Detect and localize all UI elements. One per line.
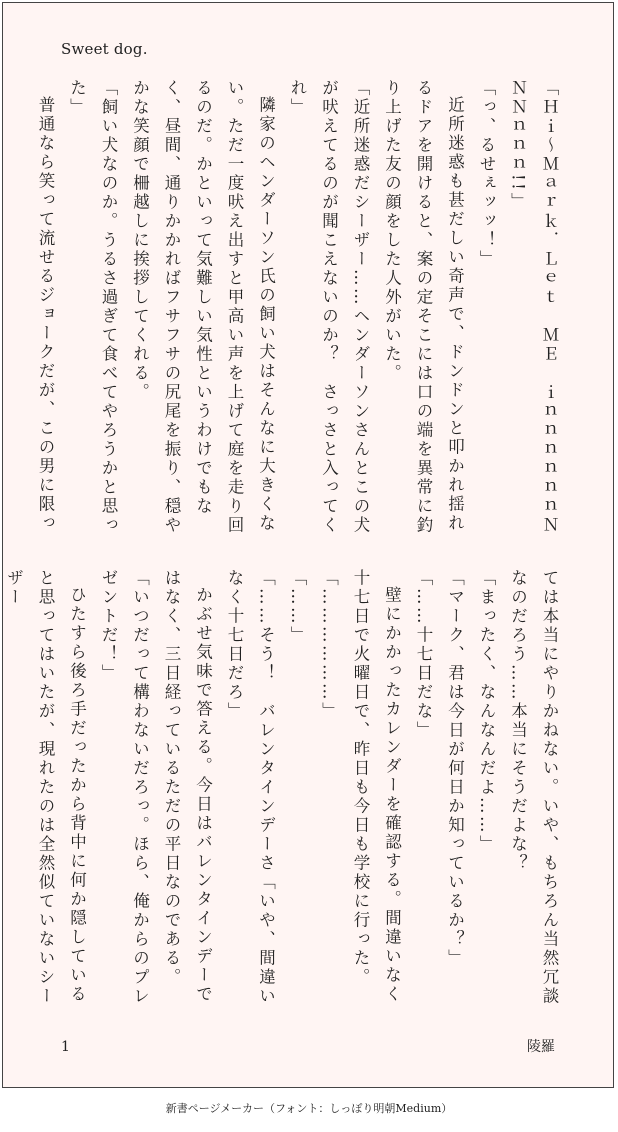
paragraph: ひたすら後ろ手だったから背中に何か隠していると思ってはいたが、現れたのは全然似ていないシーザー [4,569,87,1006]
paragraph: 「っ、るせぇッッ！」 [477,79,496,269]
author-name: 陵羅 [527,1039,555,1055]
book-page [2,2,614,1088]
paragraph: 普通なら笑って流せるジョークだが、この男に限っ [36,95,55,533]
paragraph: 「……そう！ バレンタインデーさ「いや、間違いなく十七日だろ」 [225,569,276,1006]
paragraph: 「まったく、なんなんだよ……」 [477,569,496,854]
footer-caption: 新書ページメーカー（フォント：しっぽり明朝Medium） [165,1102,453,1115]
paragraph: 壁にかかったカレンダーを確認する。間違いなく十七日で火曜日で、昨日も今日も学校に行った。 [351,569,402,1004]
paragraph: 「マーク、君は今日が何日か知っているか？」 [445,569,465,968]
page-title: Sweet dog. [61,40,148,58]
paragraph: 近所迷惑も甚だしい奇声で、ドンドンと叩かれ揺れるドアを開けると、案の定そこには口の端を異常に釣り上げた友の顔をした人外がいた。 [382,79,465,535]
paragraph: 「近所迷惑だシーザー……ヘンダーソンさんとこの犬が吠えてるのが聞こえないのか？ さっさと入ってくれ」 [288,79,370,535]
paragraph: 「……」 [288,569,307,645]
lower-text-column [4,569,565,1009]
upper-text-column [36,79,565,539]
paragraph: かぶせ気味で答える。今日はバレンタインデーではなく、三日経っているただの平日なのである。 [162,569,213,1004]
paragraph: 「………………」 [319,569,339,721]
paragraph: 「いつだって構わないだろっ。ほら、俺からのプレゼントだ！」 [99,569,150,1006]
paragraph: ては本当にやりかねない。いや、もちろん当然冗談なのだろう……本当にそうだよな？ [508,569,559,1006]
paragraph: 「飼い犬なのか。うるさ過ぎて食べてやろうかと思った」 [67,79,118,535]
paragraph: 「……十七日だな」 [414,569,433,740]
page-number: 1 [61,1039,70,1055]
paragraph: 隣家のヘンダーソン氏の飼い犬はそんなに大きくない。ただ一度吠え出すと甲高い声を上げて庭を走り回るのだ。かといって気難しい気性というわけでもなく、昼間、通りかかればフサフサの尻尾を振り、穏やかな笑顔で柵越しに挨拶してくれる。 [130,79,276,535]
paragraph: 「Ｈｉ～Ｍａｒｋ．Ｌｅｔ ＭＥ ｉｎｎｎｎｎｎＮＮＮｎｎｎ!!」 [508,79,559,535]
